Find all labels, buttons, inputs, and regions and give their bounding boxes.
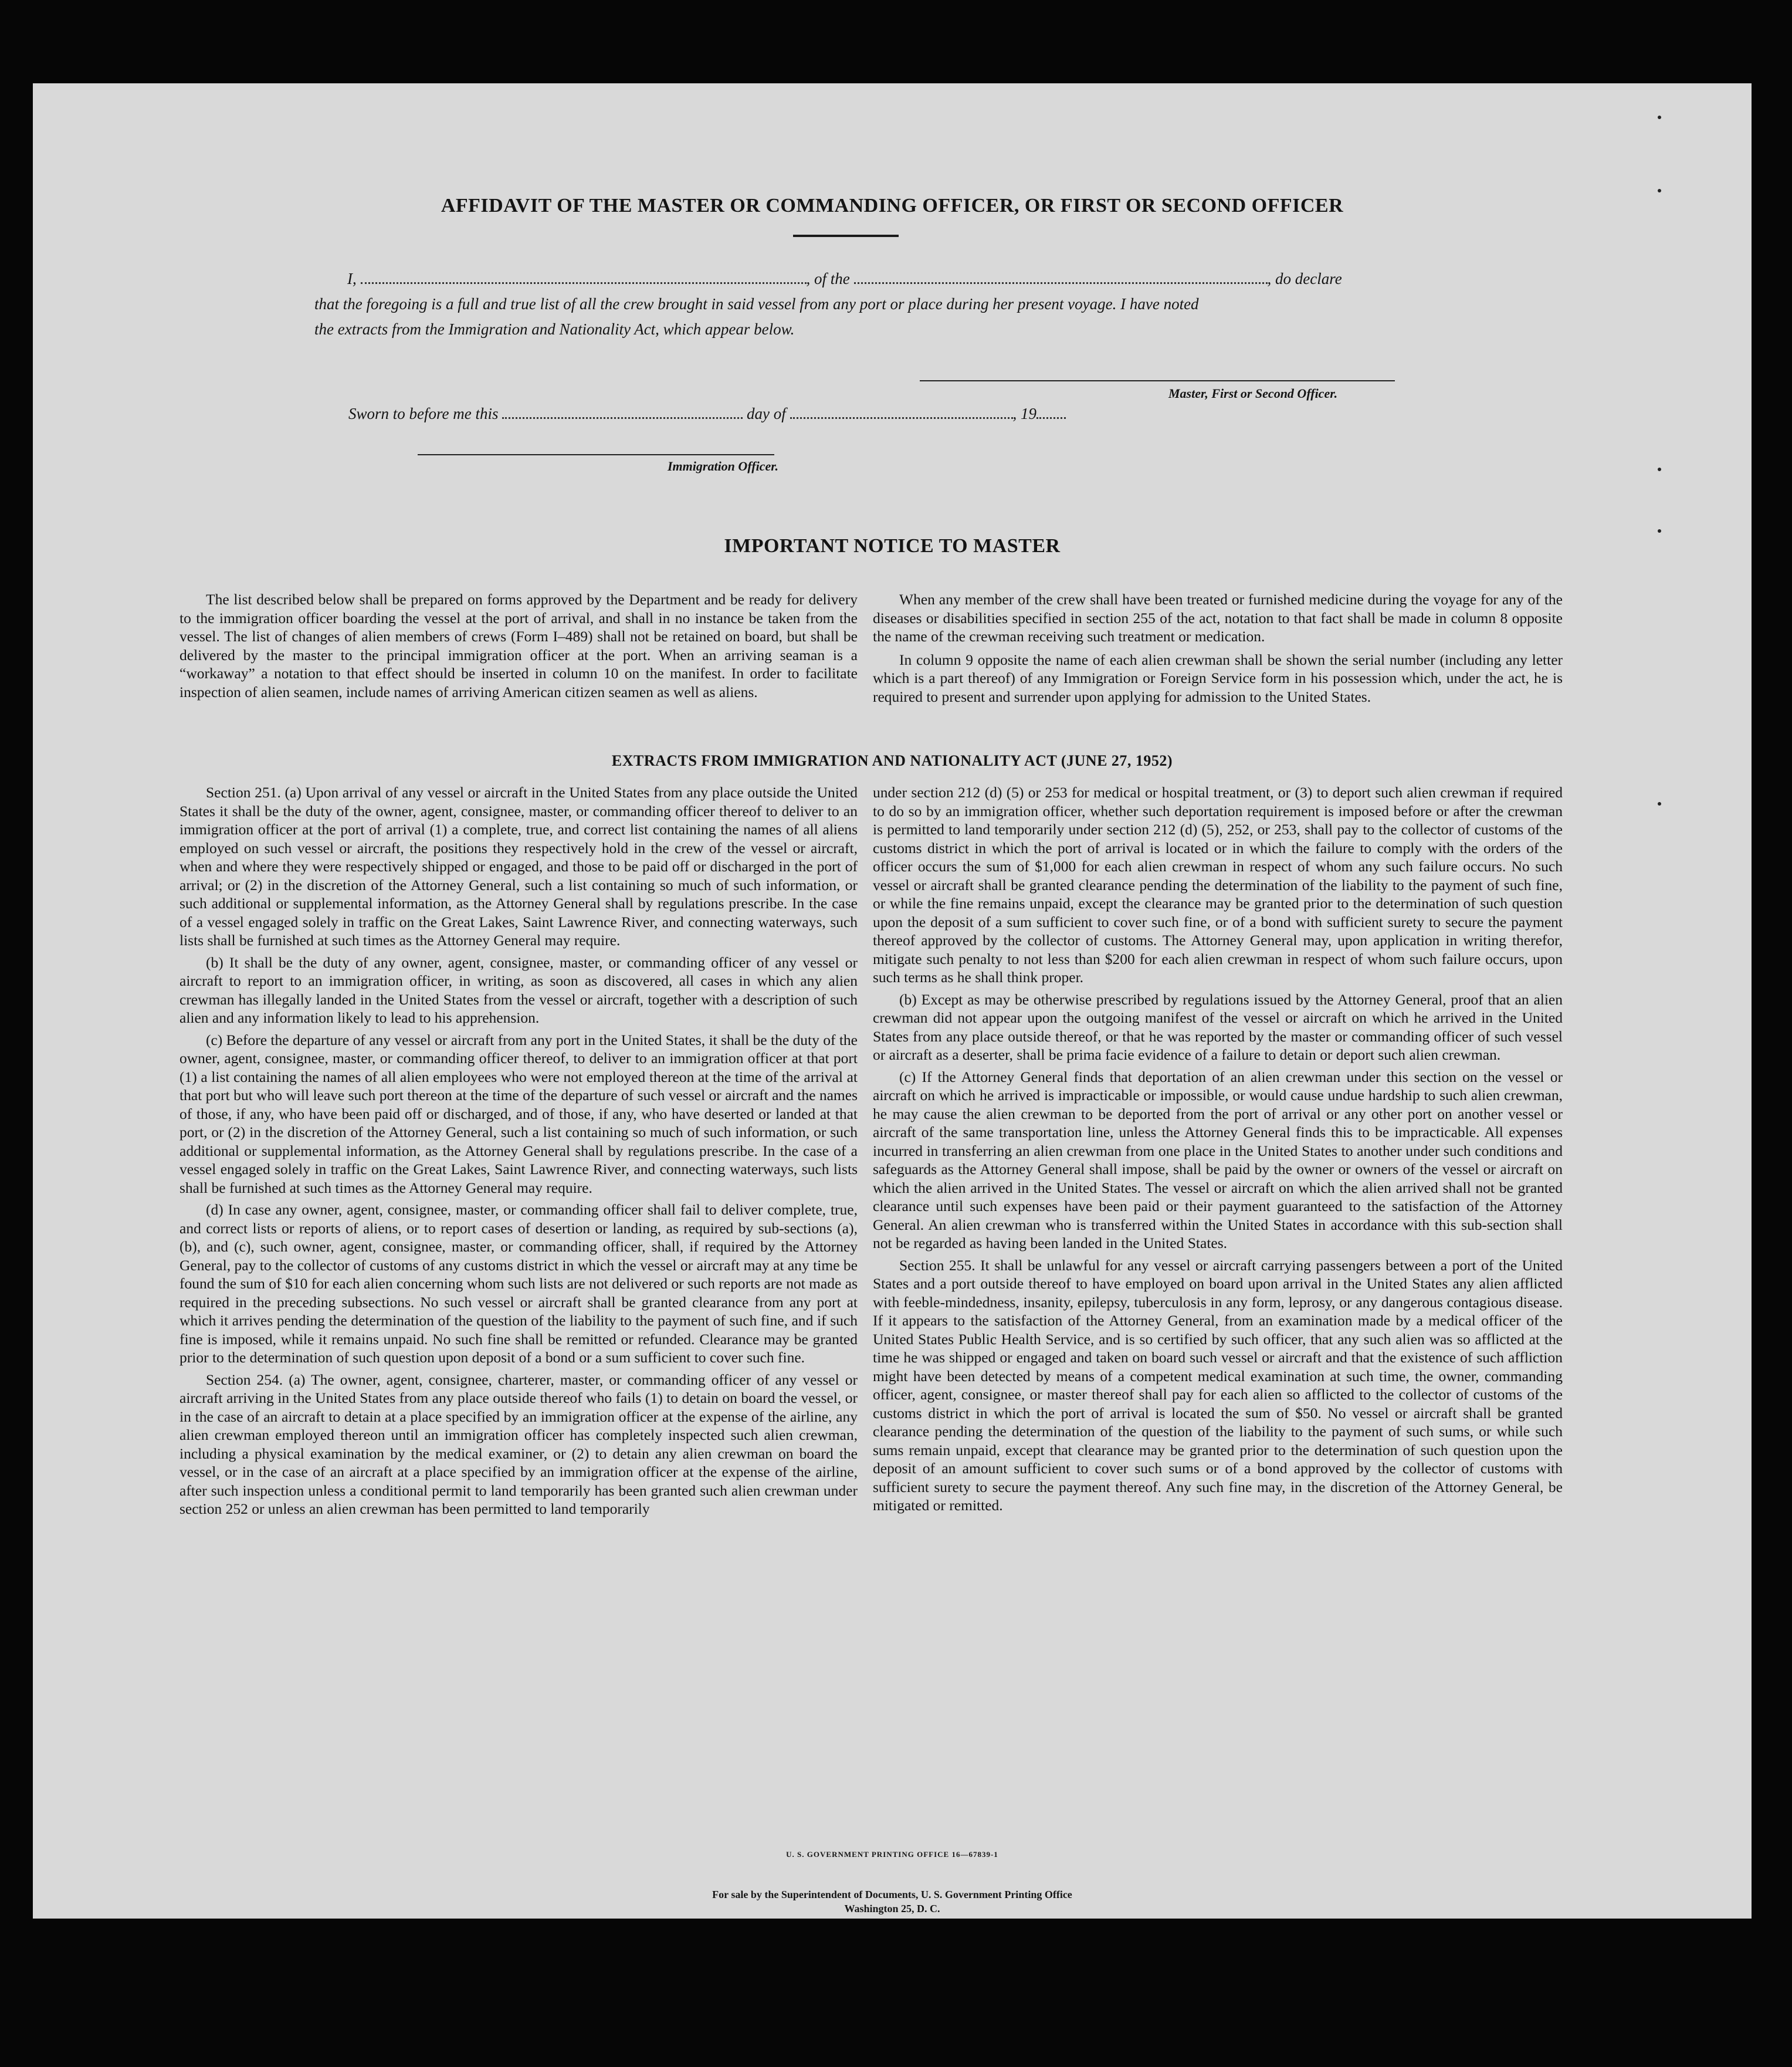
form-sheet	[33, 83, 1752, 1919]
extract-paragraph: (b) It shall be the duty of any owner, agent, consignee, master, or commanding officer of any vessel or aircraft to report to an immigration officer, in writing, as soon as discovered, all cases in which any alien crewman has illegally landed in the United States from the vessel or aircraft, together with a description of such alien and any information likely to lead to his apprehension.	[179, 953, 858, 1026]
bleed-mark	[1658, 468, 1661, 471]
extract-paragraph: (c) If the Attorney General finds that deportation of an alien crewman under this section on the vessel or aircraft on which he arrived is impracticable or impossible, or would cause undue hardship to such alien crewman, he may cause the alien crewman to be deported from the port of arrival or any other port on another vessel or aircraft of the same transportation line, unless the Attorney General finds this to be impracticable. All expenses incurred in transferring an alien crewman from one place in the United States to another under such conditions and safeguards as the Attorney General shall impose, shall be paid by the owner or owners of the vessel or aircraft on which the alien arrived in the United States. The vessel or aircraft on which the alien arrived shall not be granted clearance until such expenses have been paid or their payment guaranteed to the satisfaction of the Attorney General. An alien crewman who is transferred within the United States in accordance with this sub-section shall not be regarded as having been landed in the United States.	[873, 1068, 1563, 1251]
name-field[interactable]	[361, 280, 807, 284]
sale-line-2: Washington 25, D. C.	[844, 1903, 940, 1914]
sworn-label: Sworn to before me this	[348, 405, 499, 422]
notice-right-paragraph-1: When any member of the crew shall have been treated or furnished medicine during the voyage for any of the diseases or disabilities specified in section 255 of the act, notation to that fact shall be made in column 8 opposite the name of the crewman receiving such treatment or medication.	[873, 591, 1563, 645]
day-of-label: day of	[747, 405, 786, 422]
extract-paragraph: under section 212 (d) (5) or 253 for medical or hospital treatment, or (3) to deport such alien crewman if required to do so by an immigration officer, whether such deportation requirement is imposed before or after the crewman is permitted to land temporarily under section 212 (d) (5), 252, or 253, shall pay to the collector of customs of the customs district in which the port of arrival is located or in which the failure to comply with the orders of the officer occurs the sum of $1,000 for each alien crewman in respect of whom any such failure occurs. No such vessel or aircraft shall be granted clearance pending the determination of the liability to the payment of such fine, or while the fine remains unpaid, except the clearance may be granted prior to the determination of such question upon the deposit of a sum sufficient to cover such fine, or of a bond with sufficient surety to secure the payment thereof approved by the collector of customs. The Attorney General may, upon application in writing therefor, mitigate such penalty to not less than $200 for each alien crewman in respect of whom such failure occurs, upon such terms as he shall think proper.	[873, 784, 1563, 986]
bleed-mark	[1658, 802, 1661, 806]
affidavit-declare-label: , do declare	[1267, 270, 1342, 287]
affidavit-line-3: the extracts from the Immigration and Nationality Act, which appear below.	[314, 320, 795, 338]
sworn-year-field[interactable]	[1036, 415, 1066, 419]
notice-left-paragraph: The list described below shall be prepared on forms approved by the Department and be ready for delivery to the immigration officer boarding the vessel at the port of arrival, and shall in no instance be taken from the vessel. The list of changes of alien members of crews (Form I–489) shall not be retained on board, but shall be delivered by the master to the principal immigration officer at the port. When an arriving seaman is a “workaway” a notation to that effect should be inserted in column 10 on the manifest. In order to facilitate inspection of alien seamen, include names of arriving American citizen seamen as well as aliens.	[179, 591, 858, 701]
vessel-field[interactable]	[854, 280, 1268, 284]
sale-notice	[33, 1887, 1752, 1916]
gpo-imprint: U. S. GOVERNMENT PRINTING OFFICE 16—67839-1	[786, 1850, 998, 1859]
extract-paragraph: (c) Before the departure of any vessel or aircraft from any port in the United States, it shall be the duty of the owner, agent, consignee, master, or commanding officer thereof, to deliver to an immigration officer at that port (1) a list containing the names of all alien employees who were not employed thereon at the time of the arrival at that port but who will leave such port thereon at the time of the departure of such vessel or aircraft and the names of those, if any, who have been paid off or discharged, and of those, if any, who have deserted or landed at that port, or (2) in the discretion of the Attorney General, such a list containing so much of such information, or such additional or supplemental information, as the Attorney General shall by regulations prescribe. In the case of a vessel engaged solely in traffic on the Great Lakes, Saint Lawrence River, and connecting waterways, such lists shall be furnished at such times as the Attorney General may require.	[179, 1031, 858, 1196]
sworn-line	[348, 405, 1066, 423]
year-label: , 19	[1012, 405, 1036, 422]
extracts-left-column	[179, 783, 858, 1522]
sale-line-1: For sale by the Superintendent of Documents, U. S. Government Printing Office	[712, 1889, 1072, 1900]
extracts-title: EXTRACTS FROM IMMIGRATION AND NATIONALITY ACT (JUNE 27, 1952)	[611, 752, 1173, 769]
affidavit-line-1	[347, 270, 1342, 288]
notice-left-column	[179, 590, 858, 705]
notice-right-column	[873, 590, 1563, 709]
affidavit-line-2: that the foregoing is a full and true list of all the crew brought in said vessel from any port or place during her present voyage. I have noted	[314, 295, 1199, 313]
sworn-day-field[interactable]	[502, 415, 743, 419]
extract-paragraph: Section 251. (a) Upon arrival of any vessel or aircraft in the United States from any place outside the United States it shall be the duty of the owner, agent, consignee, master, or commanding officer thereof to deliver to an immigration officer at the port of arrival (1) a complete, true, and correct list containing the names of all aliens employed on such vessel or aircraft, the positions they respectively hold in the crew of the vessel or aircraft, when and where they were respectively shipped or engaged, and those to be paid off or discharged in the port of arrival; or (2) in the discretion of the Attorney General, such a list containing so much of such information, or such additional or supplemental information, as the Attorney General shall by regulations prescribe. In the case of a vessel engaged solely in traffic on the Great Lakes, Saint Lawrence River, and connecting waterways, such lists shall be furnished at such times as the Attorney General may require.	[179, 784, 858, 949]
bleed-mark	[1658, 529, 1661, 533]
notice-right-paragraph-2: In column 9 opposite the name of each alien crewman shall be shown the serial number (including any letter which is a part thereof) of any Immigration or Foreign Service form in his possession which, under the act, he is required to present and surrender upon applying for admission to the United States.	[873, 651, 1563, 705]
notice-title: IMPORTANT NOTICE TO MASTER	[724, 535, 1061, 557]
master-caption: Master, First or Second Officer.	[1168, 386, 1338, 401]
extract-paragraph: (d) In case any owner, agent, consignee, master, or commanding officer shall fail to deliver complete, true, and correct lists or reports of aliens, or to report cases of desertion or landing, as required by sub-sections (a), (b), and (c), such owner, agent, consignee, master, or commanding officer, shall, if required by the Attorney General, pay to the collector of customs of any customs district in which the vessel or aircraft may at any time be found the sum of $10 for each alien concerning whom such lists are not delivered or such reports are not made as required in the preceding subsections. No such vessel or aircraft shall be granted clearance from any port at which it arrives pending the determination of the question of the liability to the payment of such fine, and if such fine is imposed, while it remains unpaid. No such fine shall be remitted or refunded. Clearance may be granted prior to the determination of such question upon deposit of a bond or a sum sufficient to cover such fine.	[179, 1201, 858, 1366]
sworn-month-field[interactable]	[790, 415, 1013, 419]
title-rule	[793, 235, 899, 237]
extract-paragraph: (b) Except as may be otherwise prescribed by regulations issued by the Attorney General, proof that an alien crewman did not appear upon the outgoing manifest of the vessel or aircraft on which he arrived in the United States from any place outside thereof, or that he was reported by the master or commanding officer of such vessel or aircraft as a deserter, shall be prima facie evidence of a failure to detain or deport such alien crewman.	[873, 990, 1563, 1063]
immigration-signature-line[interactable]	[418, 454, 774, 455]
bleed-mark	[1658, 116, 1661, 119]
bleed-mark	[1658, 189, 1661, 192]
extract-paragraph: Section 254. (a) The owner, agent, consignee, charterer, master, or commanding officer of any vessel or aircraft arriving in the United States from any place outside thereof who fails (1) to detain on board the vessel, or in the case of an aircraft to detain at a place specified by an immigration officer at the expense of the airline, any alien crewman employed thereon until an immigration officer has completely inspected such alien crewman, including a physical examination by the medical examiner, or (2) to detain any alien crewman on board the vessel, or in the case of an aircraft at a place specified by an immigration officer at the expense of the airline, after such inspection unless a conditional permit to land temporarily has been granted such alien crewman under section 252 or unless an alien crewman has been permitted to land temporarily	[179, 1371, 858, 1517]
extract-paragraph: Section 255. It shall be unlawful for any vessel or aircraft carrying passengers between a port of the United States and a port outside thereof to have employed on board upon arrival in the United States any alien afflicted with feeble-mindedness, insanity, epilepsy, tuberculosis in any form, leprosy, or any dangerous contagious disease. If it appears to the satisfaction of the Attorney General, from an examination made by a medical officer of the United States Public Health Service, and is so certified by such officer, that any such alien was so afflicted at the time he was shipped or engaged and taken on board such vessel or aircraft and that the existence of such affliction might have been detected by means of a competent medical examination at such time, the owner, commanding officer, agent, consignee, or master thereof shall pay for each alien so afflicted to the collector of customs of the customs district in which the port of arrival is located the sum of $50. No vessel or aircraft shall be granted clearance pending the determination of the question of the liability to the payment of such sums, or while such sums remain unpaid, except that clearance may be granted prior to the determination of such question upon the deposit of an amount sufficient to cover such sums or of a bond approved by the collector of customs with sufficient surety to secure the payment thereof. Any such fine may, in the discretion of the Attorney General, be mitigated or remitted.	[873, 1256, 1563, 1514]
affidavit-title: AFFIDAVIT OF THE MASTER OR COMMANDING OFFICER, OR FIRST OR SECOND OFFICER	[441, 195, 1344, 216]
master-signature-line[interactable]	[920, 380, 1395, 381]
affidavit-i-label: I,	[347, 270, 357, 287]
extracts-right-column	[873, 783, 1563, 1518]
affidavit-of-the-label: , of the	[806, 270, 850, 287]
immigration-caption: Immigration Officer.	[668, 459, 779, 473]
